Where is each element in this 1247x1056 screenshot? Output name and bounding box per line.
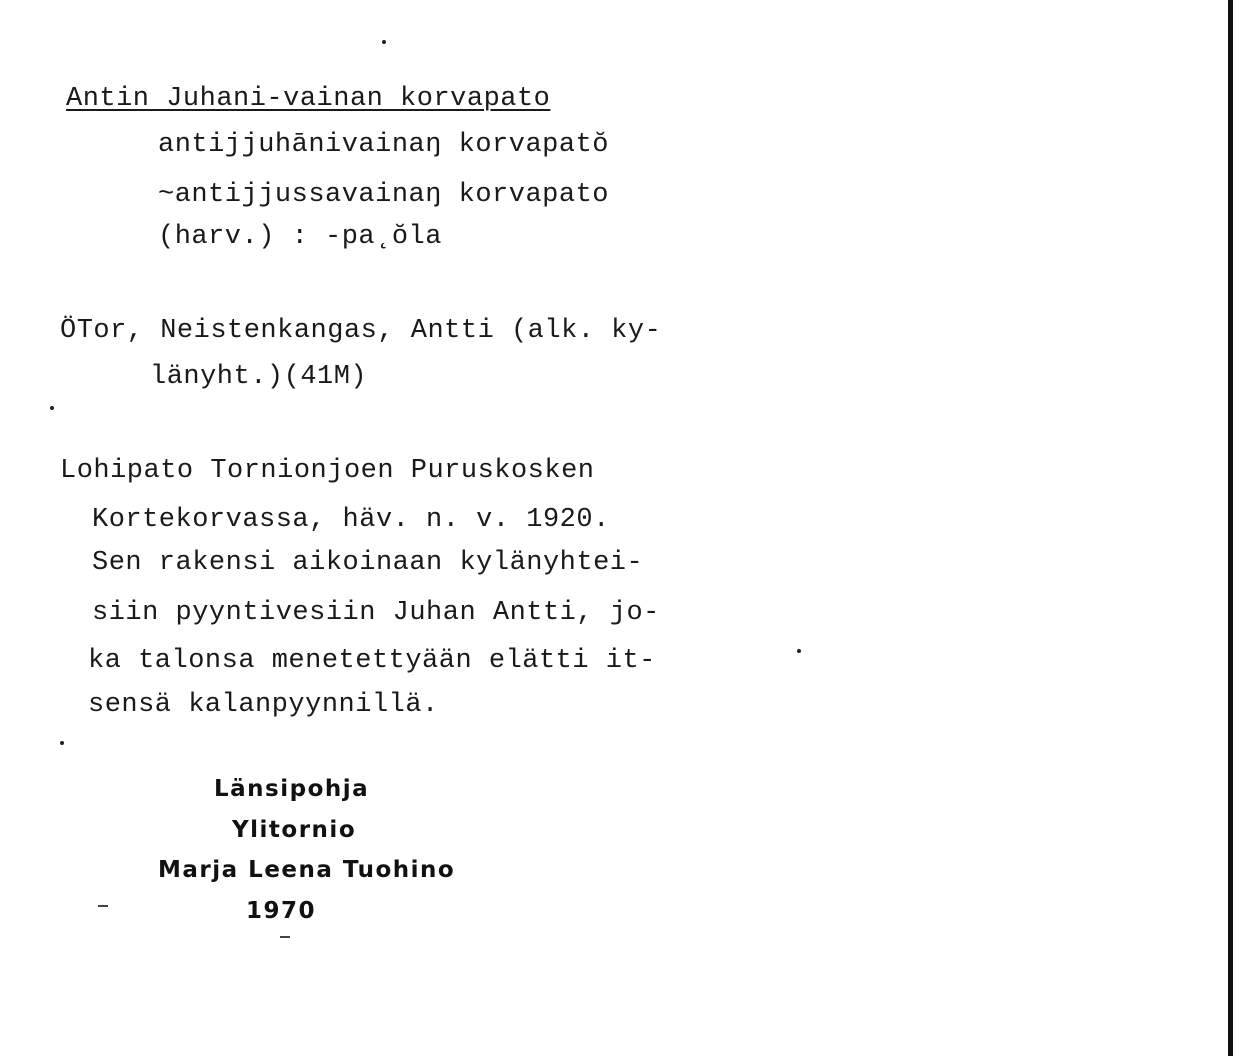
speck xyxy=(280,936,290,938)
card-edge xyxy=(1228,0,1233,1056)
stamp-parish: Ylitornio xyxy=(232,817,357,843)
speck xyxy=(382,40,386,44)
stamp-collector: Marja Leena Tuohino xyxy=(158,857,456,883)
source-line: ÖTor, Neistenkangas, Antti (alk. ky- xyxy=(60,316,662,346)
description-line: sensä kalanpyynnillä. xyxy=(88,690,439,720)
form-line: ~antijjussavainaŋ korvapato xyxy=(158,180,609,210)
description-line: Kortekorvassa, häv. n. v. 1920. xyxy=(92,505,610,535)
stamp-year: 1970 xyxy=(246,898,317,924)
description-line: Sen rakensi aikoinaan kylänyhtei- xyxy=(92,548,644,578)
description-line: Lohipato Tornionjoen Puruskosken xyxy=(60,456,595,486)
source-line: länyht.)(41M) xyxy=(150,362,368,392)
speck xyxy=(797,649,801,653)
form-line: antijjuhānivainaŋ korvapatŏ xyxy=(158,130,609,160)
description-line: ka talonsa menetettyään elätti it- xyxy=(88,646,656,676)
form-line: (harv.) : -pa˛ŏla xyxy=(158,222,442,252)
headword: Antin Juhani-vainan korvapato xyxy=(66,84,551,114)
speck xyxy=(60,741,64,745)
stamp-region: Länsipohja xyxy=(214,776,370,802)
speck xyxy=(98,905,108,907)
description-line: siin pyyntivesiin Juhan Antti, jo- xyxy=(92,598,660,628)
speck xyxy=(50,406,54,410)
